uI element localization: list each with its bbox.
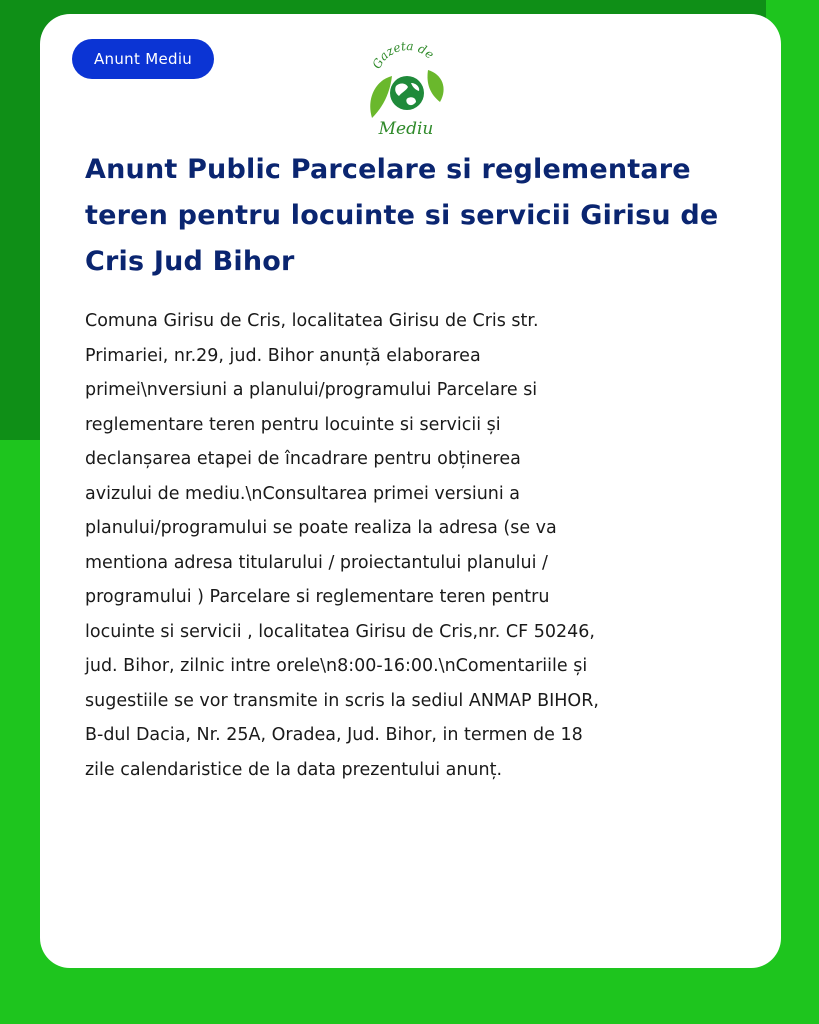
body-line: Comuna Girisu de Cris, localitatea Girisu de Cris str. [85,311,539,331]
body-line: B-dul Dacia, Nr. 25A, Oradea, Jud. Bihor, in termen de 18 [85,725,583,745]
body-line: planului/programului se poate realiza la adresa (se va [85,518,557,538]
gazeta-de-mediu-logo [356,36,456,136]
logo-line1: Gazeta de [369,38,437,72]
body-line: mentiona adresa titularului / proiectantului planului / [85,552,548,573]
body-line: avizului de mediu.\nConsultarea primei versiuni a [85,483,521,504]
announcement-body [85,304,735,787]
body-line: primei\nversiuni a planului/programului Parcelare si [85,380,538,400]
body-line: reglementare teren pentru locuinte si servicii și [85,414,501,435]
body-line: sugestiile se vor transmite in scris la sediul ANMAP BIHOR, [85,690,599,711]
body-line: declanșarea etapei de încadrare pentru obținerea [85,449,521,469]
svg-text:Gazeta de [370,39,437,71]
body-line: programului ) Parcelare si reglementare teren pentru [85,587,550,607]
body-line: Primariei, nr.29, jud. Bihor anunță elaborarea [85,345,481,366]
body-line: jud. Bihor, zilnic intre orele\n8:00-16:00.\nComentariile și [85,656,588,676]
body-line: zile calendaristice de la data prezentului anunț. [85,759,503,780]
body-line: locuinte si servicii , localitatea Girisu de Cris,nr. CF 50246, [85,621,595,642]
announcement-title: Anunt Public Parcelare si reglementare teren pentru locuinte si servicii Girisu de Cris Jud Bihor [85,154,719,277]
category-badge[interactable]: Anunt Mediu [72,39,214,79]
logo-line2: Mediu [378,119,434,136]
announcement-card [40,14,781,968]
